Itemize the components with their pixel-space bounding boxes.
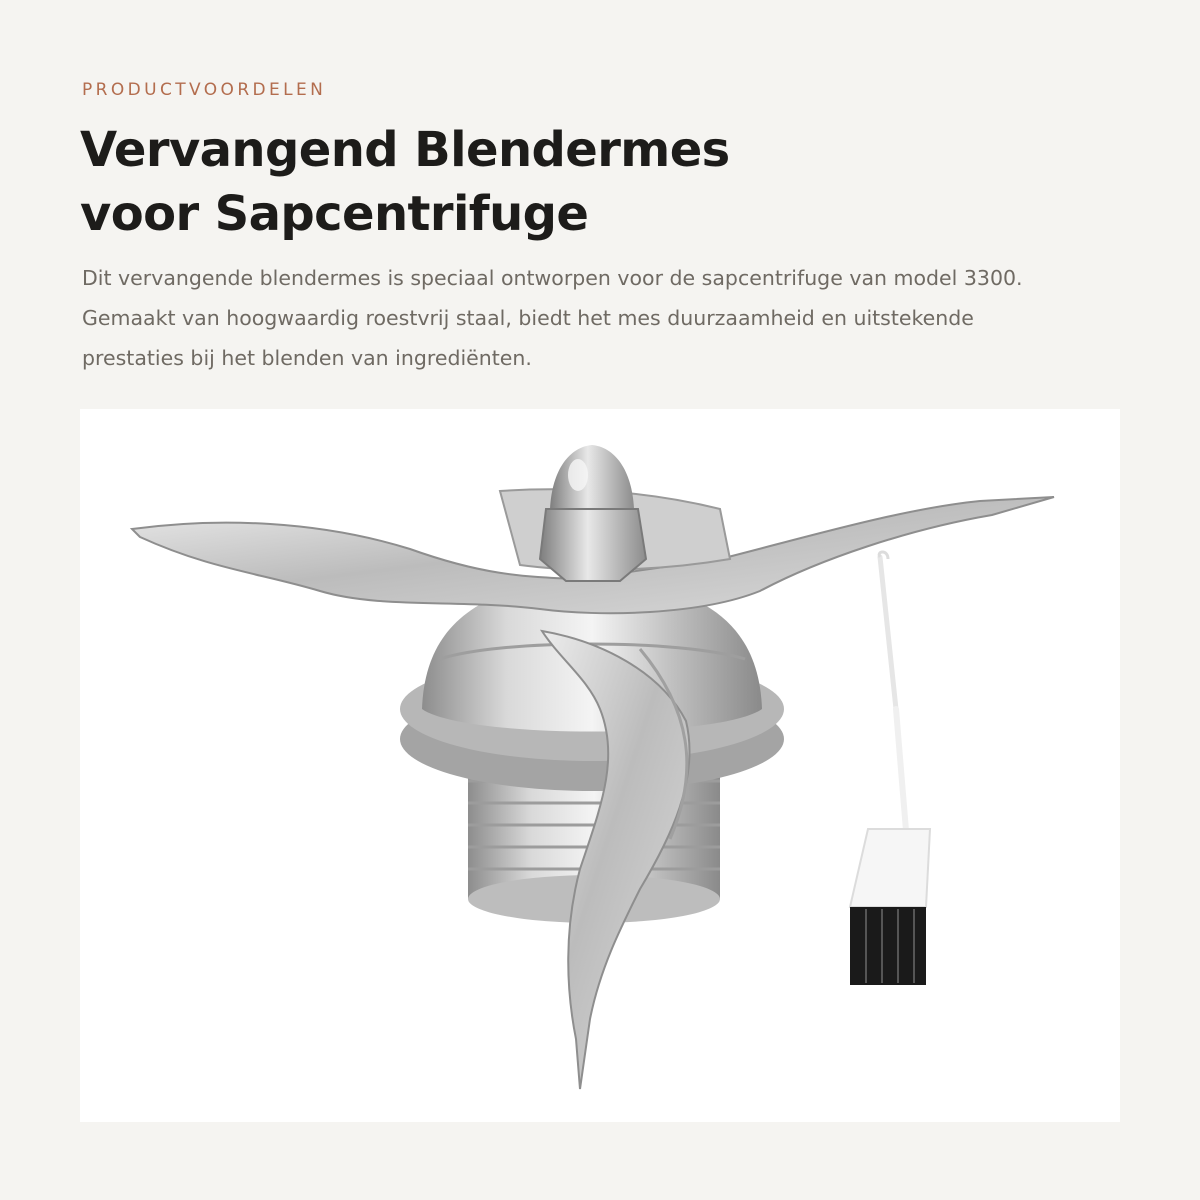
center-nut — [540, 445, 646, 581]
title-line-1: Vervangend Blendermes — [80, 122, 730, 178]
title-line-2: voor Sapcentrifuge — [80, 186, 589, 242]
product-photo — [80, 409, 1120, 1122]
eyebrow-label: PRODUCTVOORDELEN — [82, 80, 327, 100]
cleaning-brush — [850, 552, 930, 985]
product-description: Dit vervangende blendermes is speciaal ontworpen voor de sapcentrifuge van model 3300. Gemaakt van hoogwaardig roestvrij staal, biedt het mes duurzaamheid en uitstekende prestaties bij het blenden van ingrediënten. — [82, 266, 1023, 370]
page-title — [80, 118, 1120, 246]
product-illustration — [80, 409, 1120, 1122]
